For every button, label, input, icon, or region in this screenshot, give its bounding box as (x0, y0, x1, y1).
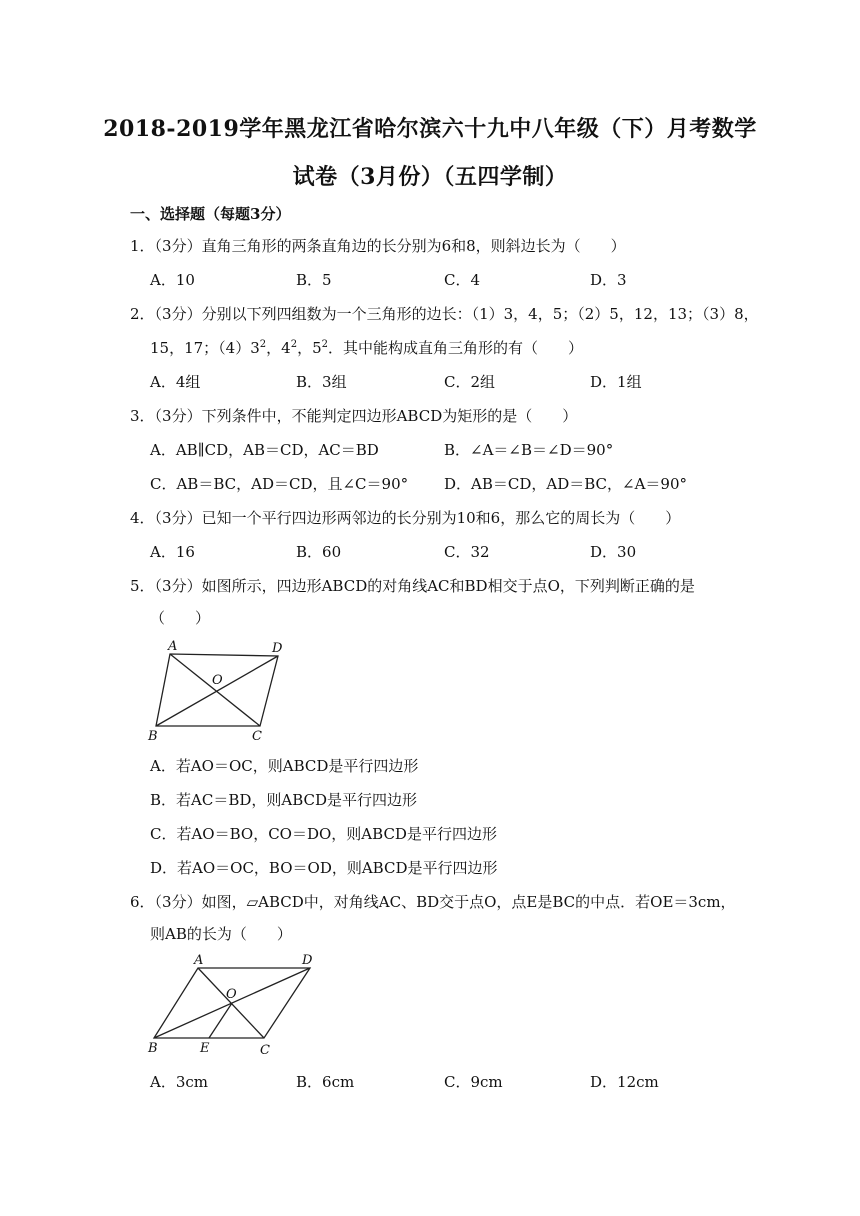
q1-option-d: D．3 (590, 271, 627, 289)
q6-option-a: A．3cm (150, 1073, 209, 1091)
q5-option-d: D．若AO＝OC，BO＝OD，则ABCD是平行四边形 (150, 859, 498, 877)
q2-option-a: A．4组 (150, 373, 201, 391)
q6-label-c: C (260, 1043, 270, 1058)
q5-parallelogram-figure (140, 636, 300, 746)
section-heading: 一、选择题（每题3分） (130, 205, 291, 223)
q5-label-b: B (148, 729, 158, 744)
title-line-2: 试卷（3月份）（五四学制） (292, 164, 568, 190)
q1-option-c: C．4 (444, 271, 481, 289)
title-line-1: 2018-2019学年黑龙江省哈尔滨六十九中八年级（下）月考数学 (103, 116, 757, 142)
q2-option-c: C．2组 (444, 373, 496, 391)
question-6-stem-line-1: 6．（3分）如图，▱ABCD中，对角线AC、BD交于点O，点E是BC的中点．若OE＝3cm， (130, 893, 736, 911)
q4-option-d: D．30 (590, 543, 637, 561)
question-2-stem-line-2: 15，17；$(4)3^2$，$4^2$，$5^2$．其中能构成直角三角形的有（ ） (150, 339, 583, 357)
q5-option-c: C．若AO＝BO，CO＝DO，则ABCD是平行四边形 (150, 825, 497, 843)
q6-option-d: D．12cm (590, 1073, 659, 1091)
q3-option-b: B．∠A＝∠B＝∠D＝90° (444, 441, 614, 459)
q2-option-d: D．1组 (590, 373, 642, 391)
q4-option-a: A．16 (150, 543, 195, 561)
question-1-stem: 1．（3分）直角三角形的两条直角边的长分别为6和8，则斜边长为（ ） (130, 237, 626, 255)
q5-label-d: D (272, 641, 283, 656)
question-4-stem: 4．（3分）已知一个平行四边形两邻边的长分别为10和6，那么它的周长为（ ） (130, 509, 681, 527)
q5-option-a: A．若AO＝OC，则ABCD是平行四边形 (150, 757, 419, 775)
q6-option-c: C．9cm (444, 1073, 503, 1091)
q6-label-o: O (226, 987, 237, 1002)
q6-label-d: D (302, 953, 313, 968)
q5-option-b: B．若AC＝BD，则ABCD是平行四边形 (150, 791, 418, 809)
question-3-stem: 3．（3分）下列条件中，不能判定四边形ABCD为矩形的是（ ） (130, 407, 578, 425)
question-2-stem-line-1: 2．（3分）分别以下列四组数为一个三角形的边长：（1）3，4，5；（2）5，12，13；（3）8， (130, 305, 759, 323)
q6-parallelogram-figure (140, 950, 330, 1060)
q5-label-o: O (212, 673, 223, 688)
q3-option-a: A．AB∥CD，AB＝CD，AC＝BD (150, 441, 379, 459)
question-5-stem-line-1: 5．（3分）如图所示，四边形ABCD的对角线AC和BD相交于点O，下列判断正确的是 (130, 577, 695, 595)
q4-option-b: B．60 (296, 543, 342, 561)
q6-label-e: E (200, 1041, 210, 1056)
q6-label-b: B (148, 1041, 158, 1056)
question-6-stem-line-2: 则AB的长为（ ） (150, 925, 292, 943)
question-5-stem-line-2: （ ） (150, 609, 211, 627)
q6-option-b: B．6cm (296, 1073, 355, 1091)
q4-option-c: C．32 (444, 543, 490, 561)
q3-option-d: D．AB＝CD，AD＝BC，∠A＝90° (444, 475, 688, 493)
q1-option-a: A．10 (150, 271, 195, 289)
q5-label-c: C (252, 729, 262, 744)
q2-option-b: B．3组 (296, 373, 347, 391)
q6-label-a: A (194, 953, 204, 968)
q3-option-c: C．AB＝BC，AD＝CD，且∠C＝90° (150, 475, 409, 493)
q1-option-b: B．5 (296, 271, 332, 289)
q5-label-a: A (168, 639, 178, 654)
